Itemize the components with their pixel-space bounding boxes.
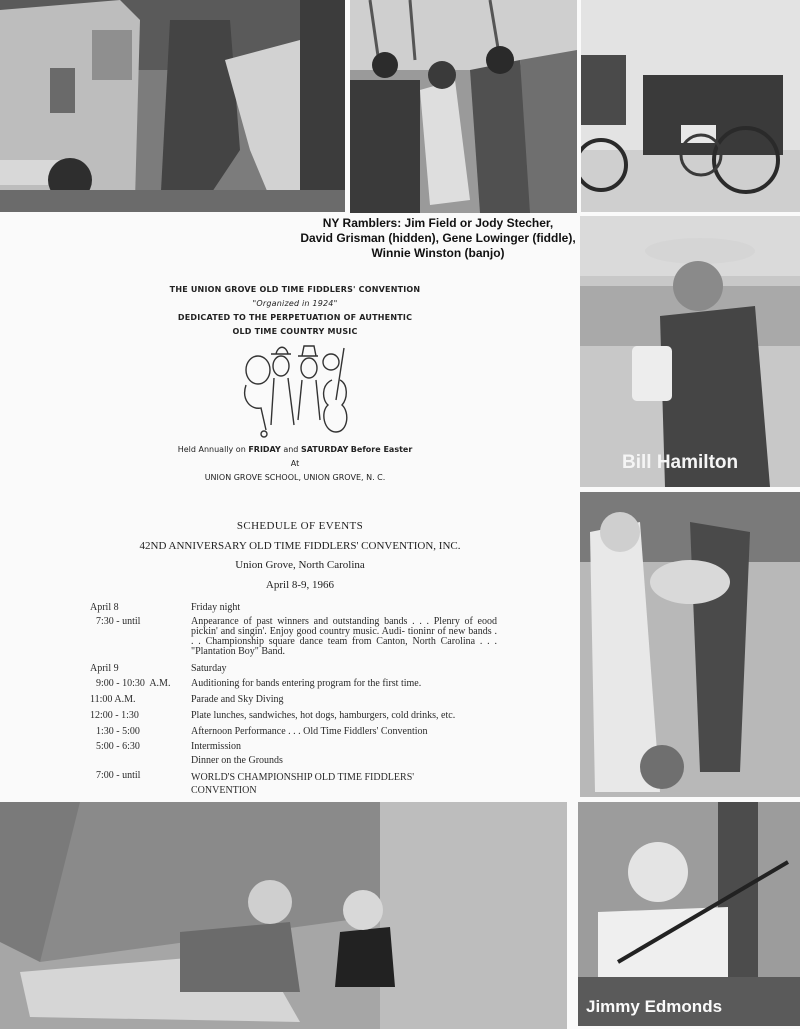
held-saturday: SATURDAY xyxy=(300,445,349,454)
convention-title: THE UNION GROVE OLD TIME FIDDLERS' CONVENTION xyxy=(169,285,421,294)
music-line: OLD TIME COUNTRY MUSIC xyxy=(232,327,358,336)
organized-line: "Organized in 1924" xyxy=(252,299,338,308)
bill-hamilton-photo xyxy=(580,216,800,487)
caption-line: NY Ramblers: Jim Field or Jody Stecher, xyxy=(322,216,554,230)
schedule-time: 11:00 A.M. xyxy=(90,694,136,705)
jimmy-edmonds-photo xyxy=(578,802,800,1026)
tent-couple-photo xyxy=(0,802,567,1029)
photo-caption-jimmy-edmonds: Jimmy Edmonds xyxy=(586,997,723,1016)
schedule-time: 9:00 - 10:30 A.M. xyxy=(96,678,171,689)
schedule-desc: Anpearance of past winners and outstanding bands . . . Plenry of eood pickin' and singin'. Enjoy good country music. Audi- tioninr of new bands . . . Championship square dance team from Canton, North Carolina . . . "Plantation Boy" Band. xyxy=(191,616,497,657)
held-at: At xyxy=(290,459,300,468)
carriage-photo xyxy=(581,0,800,212)
ny-ramblers-caption xyxy=(290,216,586,261)
held-prefix: Held Annually on xyxy=(177,445,246,454)
held-location: UNION GROVE SCHOOL, UNION GROVE, N. C. xyxy=(204,473,386,482)
schedule-title: SCHEDULE OF EVENTS xyxy=(236,520,364,532)
schedule-desc: Plate lunches, sandwiches, hot dogs, hamburgers, cold drinks, etc. xyxy=(191,710,456,721)
schedule-desc: Intermission xyxy=(191,741,241,752)
schedule-time: 7:00 - until xyxy=(96,770,141,781)
held-suffix: Before Easter xyxy=(350,445,413,454)
held-friday: FRIDAY xyxy=(248,445,281,454)
van-musicians-photo xyxy=(0,0,345,212)
dedicated-line: DEDICATED TO THE PERPETUATION OF AUTHENTIC xyxy=(177,313,413,322)
schedule-time: April 9 xyxy=(90,663,119,674)
convention-header xyxy=(150,283,440,339)
schedule-dates: April 8-9, 1966 xyxy=(265,578,335,591)
schedule-desc: Afternoon Performance . . . Old Time Fiddlers' Convention xyxy=(191,726,428,737)
schedule-desc: Dinner on the Grounds xyxy=(191,755,283,766)
schedule-desc: Parade and Sky Diving xyxy=(191,694,284,705)
guitar-player-photo xyxy=(580,492,800,797)
schedule-desc: Friday night xyxy=(191,602,241,613)
schedule-desc: Auditioning for bands entering program for the first time. xyxy=(191,678,422,689)
schedule-heading-block xyxy=(100,517,500,595)
fiddlers-band-illustration xyxy=(236,340,356,440)
schedule-time: 12:00 - 1:30 xyxy=(90,710,139,721)
photo-caption-bill-hamilton: Bill Hamilton xyxy=(622,452,739,473)
schedule-desc: WORLD'S CHAMPIONSHIP OLD TIME FIDDLERS' CONVENTION xyxy=(191,772,415,796)
schedule-time: April 8 xyxy=(90,602,119,613)
schedule-place: Union Grove, North Carolina xyxy=(235,559,365,571)
caption-line: David Grisman (hidden), Gene Lowinger (fiddle), xyxy=(300,231,576,245)
schedule-subtitle: 42ND ANNIVERSARY OLD TIME FIDDLERS' CONVENTION, INC. xyxy=(139,539,461,552)
held-and: and xyxy=(283,445,299,454)
schedule-time: 5:00 - 6:30 xyxy=(96,741,140,752)
schedule-time: 7:30 - until xyxy=(96,616,141,627)
caption-line: Winnie Winston (banjo) xyxy=(371,246,505,260)
held-annually-block xyxy=(150,443,440,485)
schedule-time: 1:30 - 5:00 xyxy=(96,726,140,737)
held-annually-line xyxy=(150,443,440,457)
crowd-photo xyxy=(350,0,577,213)
schedule-desc: Saturday xyxy=(191,663,227,674)
